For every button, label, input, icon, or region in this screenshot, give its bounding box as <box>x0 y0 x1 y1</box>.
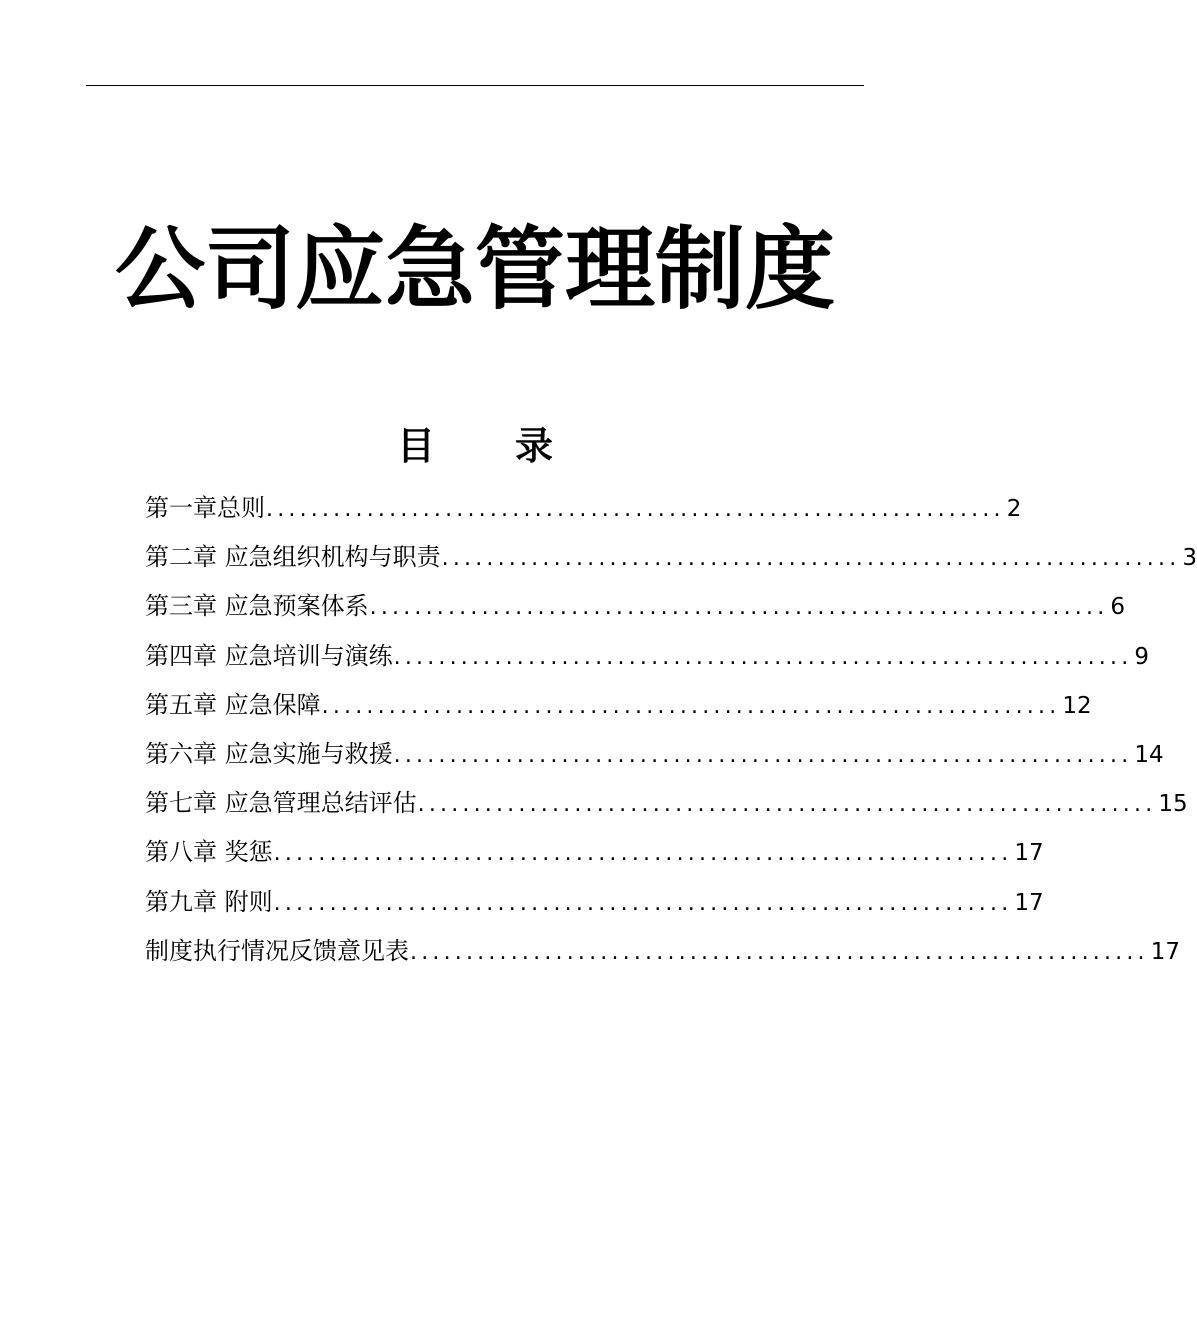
toc-dot-leader: .................................................................. <box>369 595 1109 621</box>
toc-dot-leader: .................................................................. <box>410 939 1149 965</box>
toc-entry-7[interactable] <box>145 780 1188 829</box>
toc-entry-page: 6 <box>1110 594 1126 621</box>
toc-entry-label: 第七章 应急管理总结评估 <box>145 789 417 818</box>
toc-list <box>145 485 1197 977</box>
toc-entry-label: 第九章 附则 <box>145 887 273 916</box>
toc-entry-page: 2 <box>1006 496 1022 522</box>
toc-entry-2[interactable] <box>145 534 1197 583</box>
toc-entry-page: 17 <box>1014 840 1044 867</box>
toc-entry-label: 第四章 应急培训与演练 <box>145 641 393 670</box>
toc-entry-label: 第五章 应急保障 <box>145 690 321 719</box>
toc-heading <box>0 420 950 472</box>
toc-entry-8[interactable] <box>145 829 1044 878</box>
toc-entry-label: 制度执行情况反馈意见表 <box>145 936 409 965</box>
toc-dot-leader: .................................................................. <box>393 644 1133 670</box>
toc-dot-leader: .................................................................. <box>393 742 1133 768</box>
toc-entry-label: 第二章 应急组织机构与职责 <box>145 543 441 572</box>
toc-entry-1[interactable] <box>145 485 1022 534</box>
toc-entry-page: 15 <box>1158 791 1188 818</box>
toc-entry-label: 第八章 奖惩 <box>145 838 273 867</box>
toc-entry-label: 第三章 应急预案体系 <box>145 592 369 621</box>
toc-entry-4[interactable] <box>145 633 1150 682</box>
header-rule <box>86 85 864 86</box>
toc-dot-leader: .................................................................. <box>441 546 1181 572</box>
toc-dot-leader: .................................................................. <box>266 497 1005 522</box>
toc-entry-page: 3 <box>1182 545 1197 572</box>
toc-entry-5[interactable] <box>145 682 1092 731</box>
toc-entry-page: 14 <box>1134 741 1164 768</box>
toc-entry-6[interactable] <box>145 731 1164 780</box>
toc-entry-label: 第六章 应急实施与救援 <box>145 739 393 768</box>
toc-dot-leader: .................................................................. <box>321 693 1061 719</box>
document-title: 公司应急管理制度 <box>115 217 835 322</box>
toc-heading-left: 目 <box>396 424 435 468</box>
toc-entry-10[interactable] <box>145 928 1181 977</box>
toc-entry-label: 第一章总则 <box>145 494 265 522</box>
toc-entry-page: 17 <box>1150 938 1181 965</box>
toc-heading-right: 录 <box>515 424 554 468</box>
toc-entry-page: 12 <box>1062 692 1092 719</box>
toc-dot-leader: .................................................................. <box>273 890 1013 916</box>
toc-entry-page: 17 <box>1014 889 1044 916</box>
toc-dot-leader: .................................................................. <box>417 792 1157 818</box>
toc-dot-leader: .................................................................. <box>273 841 1013 867</box>
toc-entry-3[interactable] <box>145 583 1126 632</box>
toc-entry-page: 9 <box>1134 643 1150 670</box>
toc-entry-9[interactable] <box>145 879 1044 928</box>
